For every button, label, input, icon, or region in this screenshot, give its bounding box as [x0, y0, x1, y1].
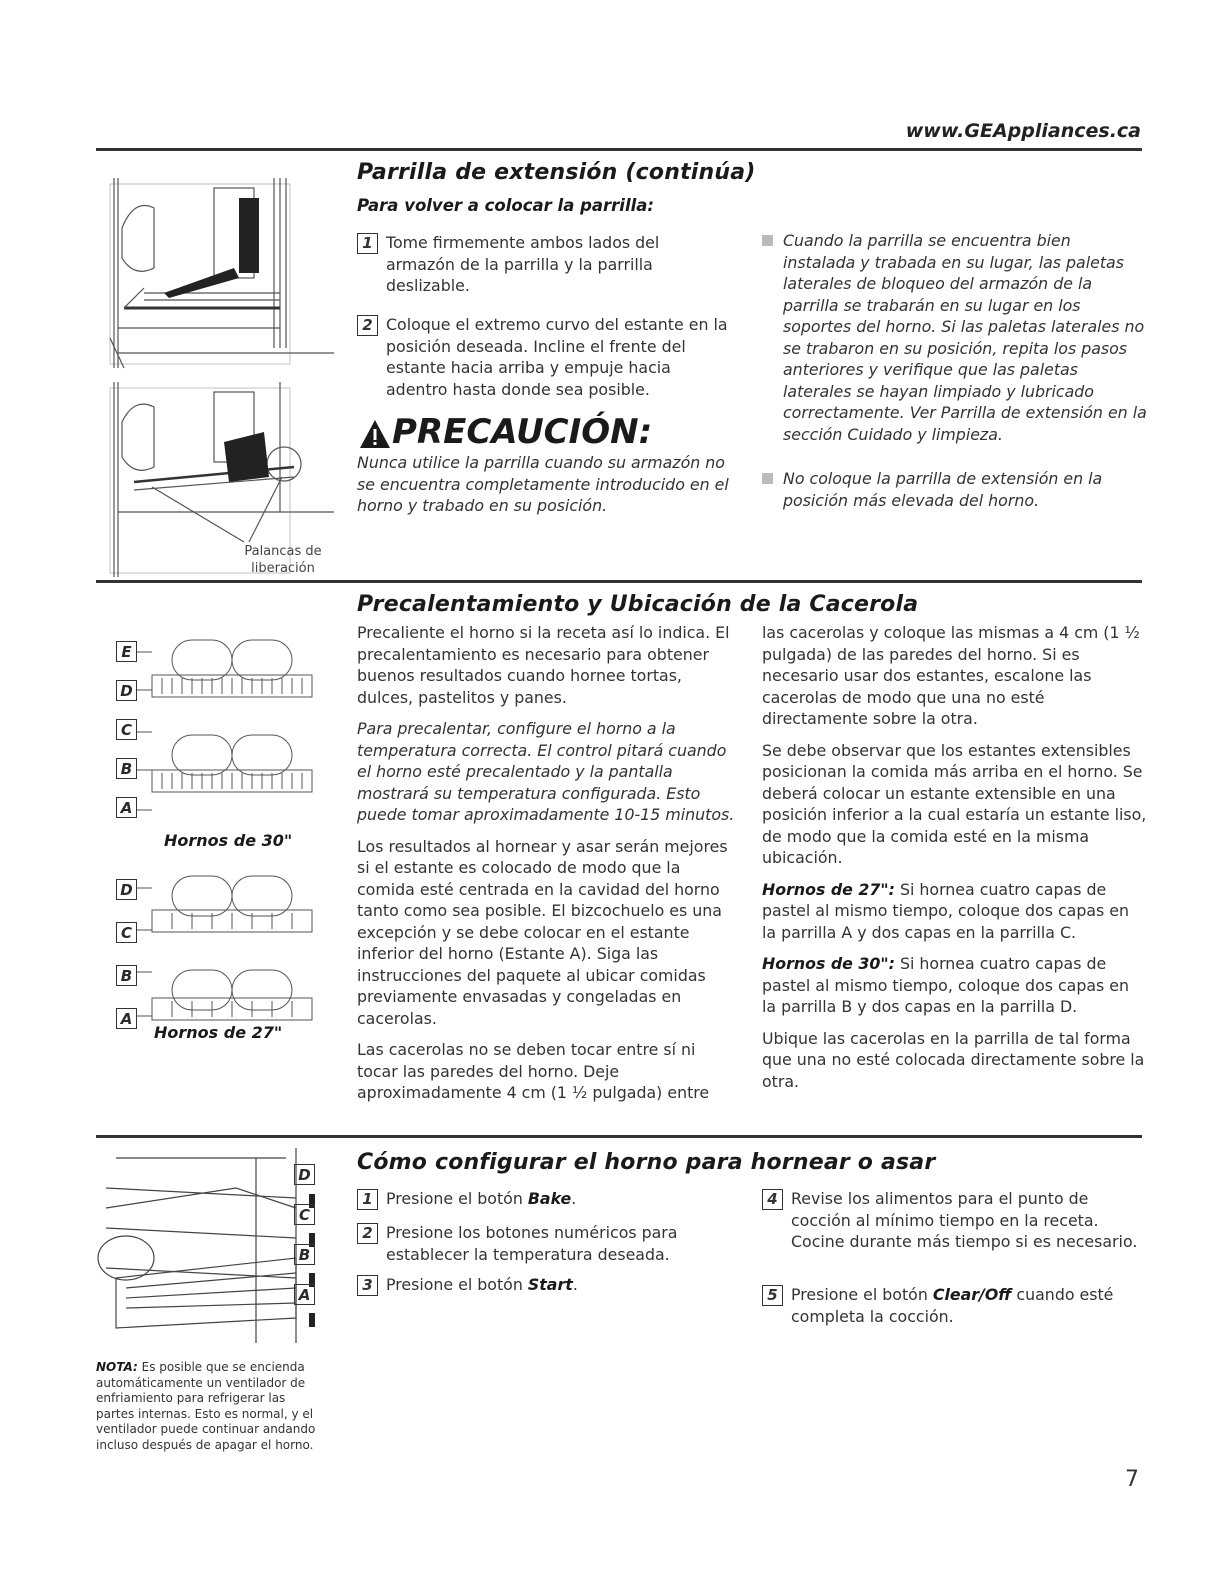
rack-label: A	[294, 1284, 315, 1305]
rack-label: D	[294, 1164, 315, 1185]
step-item	[762, 1188, 1147, 1253]
bullet-item	[762, 230, 1147, 445]
step-text: Presione los botones numéricos para establecer la temperatura deseada.	[386, 1223, 678, 1264]
step-text-pre: Presione el botón	[386, 1189, 528, 1208]
bullet-item	[762, 468, 1147, 511]
bullet-square-icon	[762, 473, 773, 484]
section-title-preheat: Precalentamiento y Ubicación de la Cacerola	[357, 592, 919, 617]
note-block	[96, 1360, 326, 1453]
oven-30-text: Si hornea cuatro capas de pastel al mismo tiempo, coloque dos capas en la parrilla B y dos capas en la parrilla D.	[762, 954, 1130, 1016]
paragraph: Los resultados al hornear y asar serán mejores si el estante es colocado de modo que la comida esté centrada en la cavidad del horno tanto como sea posible. El bizcochuelo es una excepción y se debe colocar en el estante inferior del horno (Estante A). Siga las instrucciones del paquete al ubicar comidas previamente envasadas y congeladas en cacerolas.	[357, 836, 728, 1028]
clear-off-button-label: Clear/Off	[932, 1285, 1012, 1304]
step-item	[357, 1274, 735, 1296]
paragraph: Precaliente el horno si la receta así lo indica. El precalentamiento es necesario para obtener buenos resultados cuando hornee tortas, dulces, pastelitos y panes.	[357, 623, 730, 707]
rack-labels-27	[116, 878, 138, 1029]
rack-label: C	[116, 719, 137, 740]
step-text	[386, 1274, 578, 1296]
bullet-text: No coloque la parrilla de extensión en la posición más elevada del horno.	[783, 469, 1103, 510]
oven-27-label: Hornos de 27":	[762, 879, 895, 899]
release-levers-label: Palancas de liberación	[244, 544, 322, 576]
step-text-post: .	[571, 1189, 577, 1208]
step-text: Coloque el extremo curvo del estante en la posición deseada. Incline el frente del estante hacia arriba y empuje hacia adentro hasta donde sea posible.	[386, 315, 728, 399]
step-text-post: .	[572, 1275, 578, 1294]
start-button-label: Start	[527, 1275, 573, 1294]
rack-label: C	[116, 922, 137, 943]
rack-label: B	[116, 965, 137, 986]
step-item	[357, 1188, 735, 1210]
oven-30-label: Hornos de 30":	[762, 954, 895, 973]
caption-oven-27: Hornos de 27"	[154, 1023, 283, 1042]
page-number: 7	[1125, 1467, 1139, 1492]
section-divider	[96, 1135, 1142, 1138]
website-url: www.GEAppliances.ca	[905, 120, 1141, 142]
paragraph: Las cacerolas no se deben tocar entre sí ni tocar las paredes del horno. Deje aproximadamente 4 cm (1 ½ pulgada) entre	[357, 1040, 710, 1102]
step-item	[357, 232, 732, 297]
step-text	[791, 1284, 1147, 1327]
step-item	[762, 1284, 1147, 1327]
step-number: 4	[762, 1189, 783, 1210]
step-text-pre: Presione el botón	[791, 1285, 933, 1304]
step-item	[357, 1222, 735, 1265]
preheat-column-right	[762, 622, 1147, 1102]
top-divider	[96, 148, 1142, 151]
rack-label: C	[294, 1204, 315, 1225]
rack-labels-30	[116, 640, 138, 818]
rack-label: D	[116, 879, 137, 900]
paragraph-oven-27	[762, 879, 1147, 944]
step-text-pre: Presione el botón	[386, 1275, 528, 1294]
section-title-bake-broil: Cómo configurar el horno para hornear o asar	[357, 1150, 936, 1175]
oven-30-rack-positions-figure	[112, 630, 342, 830]
paragraph: Se debe observar que los estantes extensibles posicionan la comida más arriba en el horno. Se deberá colocar un estante extensible en una posición inferior a la cual estaría un estante liso, de modo que la comida esté en la misma ubicación.	[762, 740, 1147, 867]
note-text: Es posible que se encienda automáticamente un ventilador de enfriamiento para refrigerar las partes internas. Esto es normal, y el ventilador puede continuar andando incluso después de apagar el horno.	[96, 1360, 316, 1452]
rack-label: E	[116, 641, 137, 662]
caption-oven-30: Hornos de 30"	[164, 831, 293, 850]
section-divider	[96, 580, 1142, 583]
step-text: Revise los alimentos para el punto de cocción al mínimo tiempo en la receta. Cocine durante más tiempo si es necesario.	[791, 1189, 1138, 1251]
step-number: 1	[357, 1189, 378, 1210]
step-number: 2	[357, 315, 378, 336]
step-number: 1	[357, 233, 378, 254]
bake-button-label: Bake	[527, 1189, 572, 1208]
rack-label: D	[116, 680, 137, 701]
step-number: 2	[357, 1223, 378, 1244]
caution-title: PRECAUCIÓN:	[392, 412, 653, 452]
step-item	[357, 314, 732, 400]
rack-labels-oven	[294, 1163, 316, 1305]
oven-27-text: Si hornea cuatro capas de pastel al mismo tiempo, coloque dos capas en la parrilla A y dos capas en la parrilla C.	[762, 879, 1130, 942]
step-number: 3	[357, 1275, 378, 1296]
oven-27-rack-positions-figure	[112, 868, 342, 1028]
paragraph: Para precalentar, configure el horno a la temperatura correcta. El control pitará cuando el horno esté precalentado y la pantalla mostrará su temperatura configurada. Esto puede tomar aproximadamente 10-15 minutos.	[357, 719, 735, 824]
rack-figure-insert	[104, 178, 344, 373]
preheat-column-left	[357, 622, 735, 1114]
step-text-post: cuando esté completa la cocción.	[791, 1285, 1114, 1326]
step-text: Tome firmemente ambos lados del armazón de la parrilla y la parrilla deslizable.	[386, 233, 660, 295]
warning-icon	[358, 418, 392, 450]
paragraph: las cacerolas y coloque las mismas a 4 cm (1 ½ pulgada) de las paredes del horno. Si es necesario usar dos estantes, escalone las cacerolas de modo que una no esté directamente sobre la otra.	[762, 623, 1140, 728]
bullet-square-icon	[762, 235, 773, 246]
rack-label: B	[116, 758, 137, 779]
subtitle-replace-rack: Para volver a colocar la parrilla:	[357, 196, 654, 215]
note-label: NOTA:	[96, 1360, 138, 1374]
section-title-extension-rack: Parrilla de extensión (continúa)	[357, 160, 756, 185]
step-number: 5	[762, 1285, 783, 1306]
paragraph: Ubique las cacerolas en la parrilla de tal forma que una no esté colocada directamente sobre la otra.	[762, 1028, 1145, 1091]
rack-label: A	[116, 1008, 137, 1029]
step-text	[386, 1188, 576, 1210]
rack-label: B	[294, 1244, 315, 1265]
caution-text: Nunca utilice la parrilla cuando su armazón no se encuentra completamente introducido en el horno y trabado en su posición.	[357, 453, 729, 515]
bullet-text: Cuando la parrilla se encuentra bien instalada y trabada en su lugar, las paletas laterales de bloqueo del armazón de la parrilla se trabarán en su lugar en los soportes del horno. Si las paletas laterales no se trabaron en su posición, repita los pasos anteriores y verifique que las paletas laterales se hayan limpiado y lubricado correctamente. Ver Parrilla de extensión en la sección Cuidado y limpieza.	[783, 231, 1147, 444]
rack-label: A	[116, 797, 137, 818]
paragraph-oven-30	[762, 953, 1147, 1018]
